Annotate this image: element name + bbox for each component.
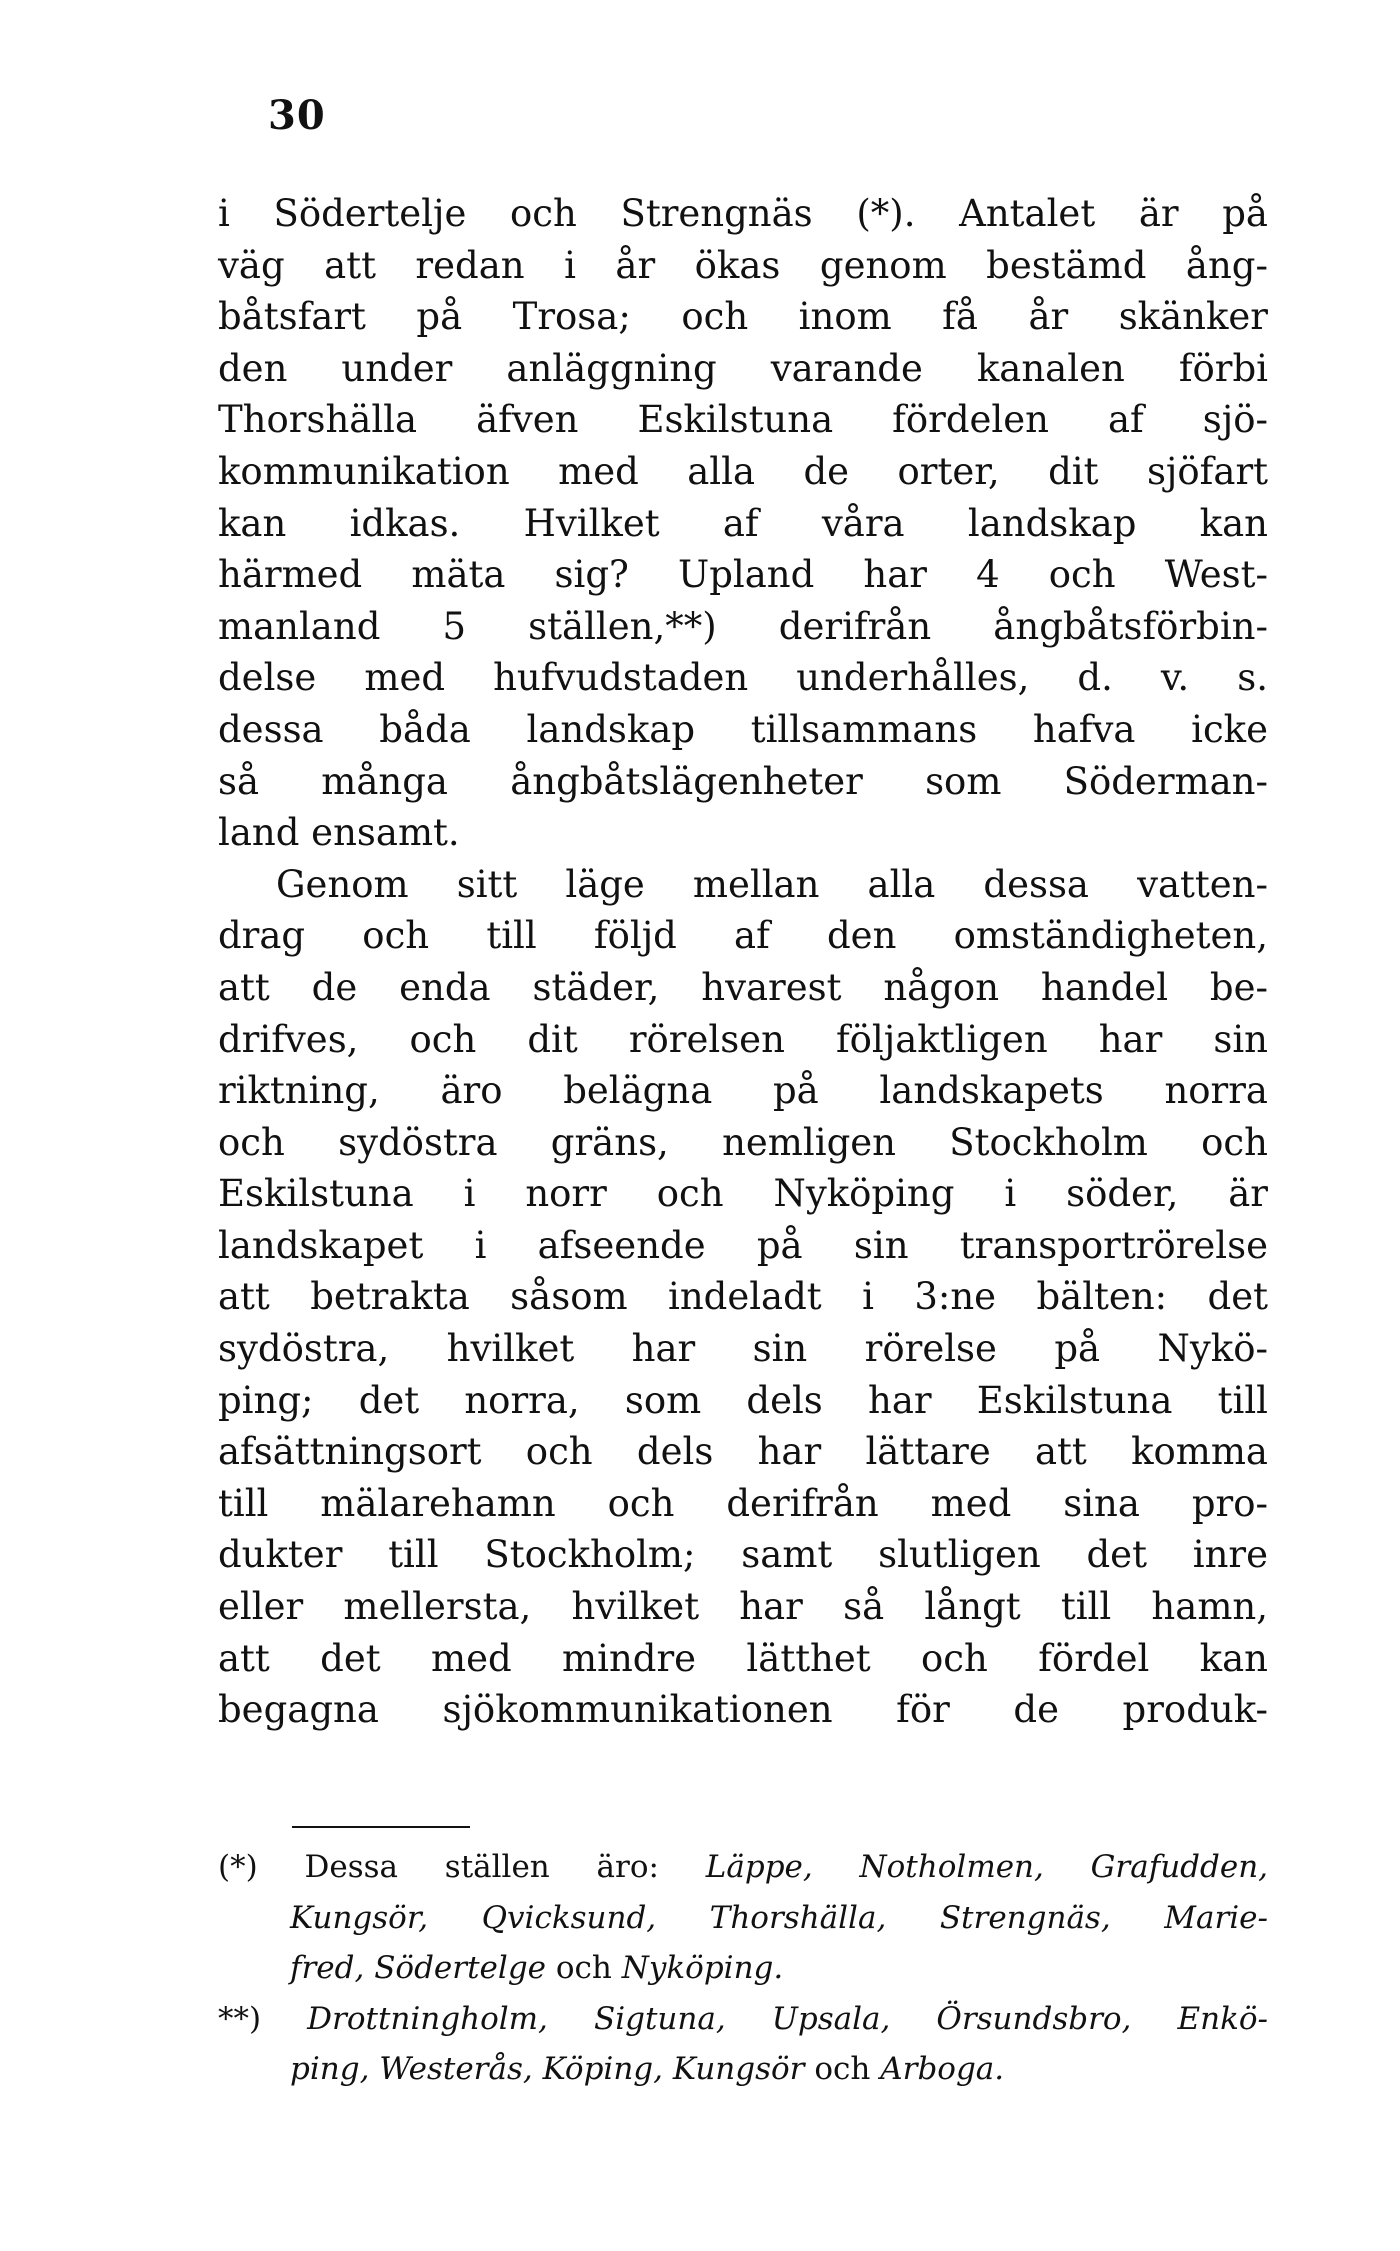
footnote-line xyxy=(218,1842,1268,1893)
place-list: Arboga. xyxy=(880,2051,1005,2087)
place-list: Kungsör, Qvicksund, Thorshälla, Strengnäs, Marie- xyxy=(290,1899,1268,1936)
text-line: att betrakta såsom indeladt i 3:ne bälten: det xyxy=(218,1275,1268,1319)
conjunction: och xyxy=(814,2051,871,2087)
text-line: härmed mäta sig? Upland har 4 och West- xyxy=(218,553,1268,597)
footnote-marker: (*) xyxy=(218,1849,258,1885)
place-list: fred, Södertelge xyxy=(290,1950,547,1986)
text-line: båtsfart på Trosa; och inom få år skänker xyxy=(218,295,1268,339)
text-line: landskapet i afseende på sin transportrörelse xyxy=(218,1223,1268,1267)
place-list: ping, Westerås, Köping, xyxy=(290,2051,663,2087)
text-line: den under anläggning varande kanalen förbi xyxy=(218,346,1268,390)
text-line: drag och till följd af den omständigheten, xyxy=(218,914,1268,958)
footnote-line xyxy=(218,1943,1268,1994)
footnote-line xyxy=(218,1994,1268,2045)
page-number: 30 xyxy=(268,92,326,139)
text-line: begagna sjökommunikationen för de produk- xyxy=(218,1688,1268,1732)
text-line: dessa båda landskap tillsammans hafva icke xyxy=(218,707,1268,751)
text-line: att det med mindre lätthet och fördel kan xyxy=(218,1636,1268,1680)
text-line: Genom sitt läge mellan alla dessa vatten- xyxy=(276,862,1268,906)
text-line: sydöstra, hvilket har sin rörelse på Nykö- xyxy=(218,1327,1268,1371)
text-line: ping; det norra, som dels har Eskilstuna till xyxy=(218,1378,1268,1422)
footnote-marker: **) xyxy=(218,2000,262,2037)
text-line: och sydöstra gräns, nemligen Stockholm och xyxy=(218,1120,1268,1164)
body-text xyxy=(218,188,1268,1736)
text-line: väg att redan i år ökas genom bestämd ång- xyxy=(218,243,1268,287)
text-line: eller mellersta, hvilket har så långt till hamn, xyxy=(218,1585,1268,1629)
place-list: Nyköping. xyxy=(621,1950,784,1986)
text-line: drifves, och dit rörelsen följaktligen har sin xyxy=(218,1017,1268,1061)
conjunction: och xyxy=(555,1950,612,1986)
footnote-divider xyxy=(292,1826,470,1828)
paragraph xyxy=(218,188,1268,859)
text-line: kan idkas. Hvilket af våra landskap kan xyxy=(218,501,1268,545)
paragraph xyxy=(218,859,1268,1736)
footnote-line xyxy=(218,2044,1268,2095)
footnote-1 xyxy=(218,1842,1268,1994)
text-line: dukter till Stockholm; samt slutligen det inre xyxy=(218,1533,1268,1577)
text-line: land ensamt. xyxy=(218,811,460,855)
place-list: Drottningholm, Sigtuna, Upsala, Örsundsbro, Enkö- xyxy=(307,2000,1268,2037)
text-line: delse med hufvudstaden underhålles, d. v. s. xyxy=(218,656,1268,700)
text-line: i Södertelje och Strengnäs (*). Antalet är på xyxy=(218,192,1268,235)
text-line: till mälarehamn och derifrån med sina pro- xyxy=(218,1481,1268,1525)
place-list: Kungsör xyxy=(672,2051,805,2087)
text-line: kommunikation med alla de orter, dit sjöfart xyxy=(218,449,1268,493)
footnotes xyxy=(218,1842,1268,2095)
place-list: Läppe, Notholmen, Grafudden, xyxy=(705,1849,1269,1885)
text-line: riktning, äro belägna på landskapets norra xyxy=(218,1069,1268,1113)
text-line: att de enda städer, hvarest någon handel be- xyxy=(218,965,1268,1009)
footnote-line xyxy=(218,1893,1268,1944)
text-line: manland 5 ställen,**) derifrån ångbåtsförbin- xyxy=(218,604,1268,648)
text-line: Thorshälla äfven Eskilstuna fördelen af sjö- xyxy=(218,398,1268,442)
text-line: afsättningsort och dels har lättare att komma xyxy=(218,1430,1268,1474)
footnote-2 xyxy=(218,1994,1268,2095)
footnote-intro: Dessa ställen äro: xyxy=(304,1849,659,1885)
text-line: Eskilstuna i norr och Nyköping i söder, är xyxy=(218,1172,1268,1216)
text-line: så många ångbåtslägenheter som Söderman- xyxy=(218,759,1268,803)
